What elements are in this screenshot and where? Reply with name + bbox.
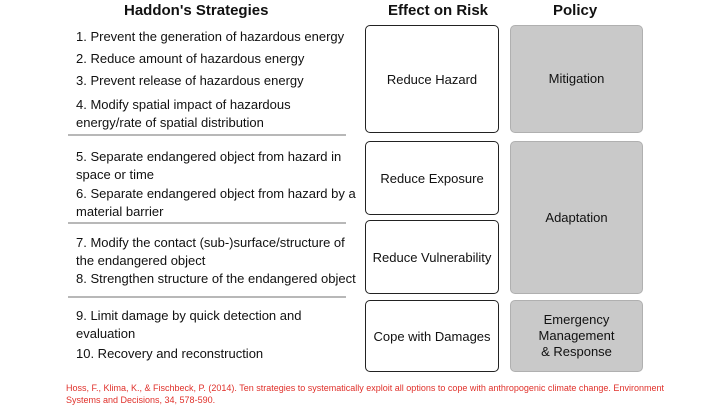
strategy-2: 2. Reduce amount of hazardous energy xyxy=(76,51,305,66)
strategy-4: 4. Modify spatial impact of hazardous energy/rate of spatial distribution xyxy=(76,97,291,130)
header-policy: Policy xyxy=(553,2,598,19)
strategy-1: 1. Prevent the generation of hazardous energy xyxy=(76,29,345,44)
citation: Hoss, F., Klima, K., & Fischbeck, P. (2014). Ten strategies to systematically exploit all options to cope with anthropogenic climate change. Environment Systems and Decisions, 34, 578-590. xyxy=(66,383,664,405)
strategy-5: 5. Separate endangered object from hazard in space or time xyxy=(76,149,342,182)
effect-reduce-vulnerability: Reduce Vulnerability xyxy=(365,220,499,294)
strategy-3: 3. Prevent release of hazardous energy xyxy=(76,73,304,88)
strategy-10: 10. Recovery and reconstruction xyxy=(76,346,264,361)
group-divider xyxy=(68,296,346,298)
effect-reduce-exposure: Reduce Exposure xyxy=(365,141,499,215)
effect-cope-with-damages: Cope with Damages xyxy=(365,300,499,372)
strategy-8: 8. Strengthen structure of the endangered object xyxy=(76,271,356,286)
group-divider xyxy=(68,134,346,136)
policy-emergency-management-response: Emergency Management & Response xyxy=(510,300,643,372)
policy-adaptation: Adaptation xyxy=(510,141,643,294)
strategy-9: 9. Limit damage by quick detection and evaluation xyxy=(76,308,302,341)
policy-mitigation: Mitigation xyxy=(510,25,643,133)
strategy-6: 6. Separate endangered object from hazard by a material barrier xyxy=(76,186,356,219)
header-effect-on-risk: Effect on Risk xyxy=(388,2,489,19)
strategy-7: 7. Modify the contact (sub-)surface/structure of the endangered object xyxy=(76,235,345,268)
group-divider xyxy=(68,222,346,224)
header-strategies: Haddon's Strategies xyxy=(124,2,269,19)
effect-reduce-hazard: Reduce Hazard xyxy=(365,25,499,133)
